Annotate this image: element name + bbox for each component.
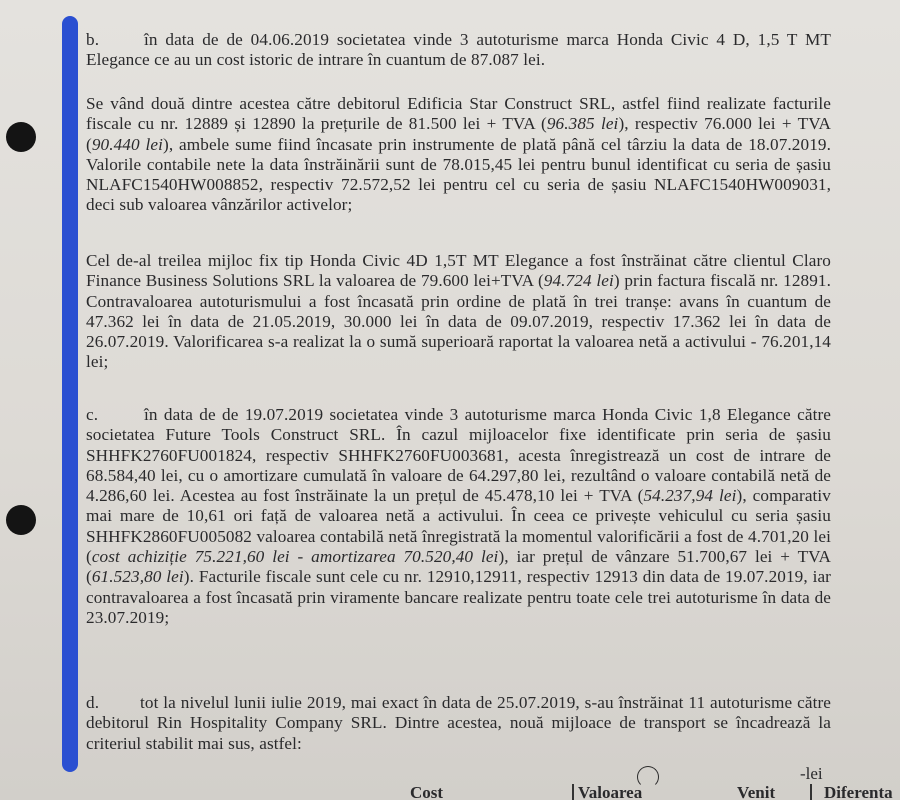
column-header-venit: Venit bbox=[737, 784, 776, 800]
section-c-paragraph bbox=[86, 405, 831, 628]
amount-with-vat: 94.724 lei bbox=[543, 271, 614, 291]
column-header-valoarea: Valoarea bbox=[578, 784, 643, 800]
table-header-row bbox=[0, 784, 900, 800]
punch-hole bbox=[6, 505, 36, 535]
section-b-intro bbox=[86, 30, 831, 71]
paragraph-text: ), iar prețul de vânzare 51.700,67 lei + TVA ( bbox=[86, 547, 831, 587]
section-marker: c. bbox=[86, 405, 99, 424]
amount-with-vat: 54.237,94 lei bbox=[643, 486, 737, 506]
section-marker: d. bbox=[86, 693, 100, 712]
paragraph-text: ), comparativ mai mare de 10,61 ori față de valoarea netă a activului. În ceea ce privește vehiculul cu seria șasiu SHHFK2860FU005082 valoarea contabilă netă înregistrată la momentul valorificării a fost de 4.701,20 lei ( bbox=[86, 486, 831, 567]
paragraph-text: ). Facturile fiscale sunt cele cu nr. 12910,12911, respectiv 12913 din data de 19.07.2019, iar contravaloarea a fost încasată prin viramente bancare realizate pentru toate cele trei autoturisme în data de 23.07.2019; bbox=[86, 567, 831, 627]
section-b-paragraph-2 bbox=[86, 251, 831, 373]
amount-with-vat: 96.385 lei bbox=[546, 114, 619, 134]
amount-with-vat: 90.440 lei bbox=[91, 134, 163, 154]
paragraph-text: ), respectiv 76.000 lei + TVA ( bbox=[86, 114, 832, 154]
paragraph-text: Se vând două dintre acestea către debitorul Edificia Star Construct SRL, astfel fiind realizate facturile fiscale cu nr. 12889 și 12890 la prețurile de 81.500 lei + TVA ( bbox=[86, 94, 831, 134]
column-header-diferenta: Diferenta bbox=[824, 784, 893, 800]
paragraph-text: ), ambele sume fiind încasate prin instrumente de plată până cel târziu la data de 18.07.2019. Valorile contabile nete la data înstrăinării sunt de 78.015,45 lei pentru bunul identificat cu seria de șasiu NLAFC1540HW008852, respectiv 72.572,52 lei pentru cel cu seria de șasiu NLAFC1540HW009031, deci sub valoarea vânzărilor activelor; bbox=[86, 134, 831, 215]
paragraph-text: tot la nivelul lunii iulie 2019, mai exact în data de 25.07.2019, s-au înstrăinat 11 autoturisme către debitorul Rin Hospitality Company SRL. Dintre acestea, nouă mijloace de transport se încadrează la criteriul stabilit mai sus, astfel: bbox=[86, 693, 831, 753]
paragraph-text: ) prin factura fiscală nr. 12891. Contravaloarea autoturismului a fost încasată prin ordine de plată în trei tranșe: avans în cuantum de 47.362 lei în data de 21.05.2019, 30.000 lei în data de 09.07.2019, respectiv 17.362 lei în data de 26.07.2019. Valorificarea s-a realizat la o sumă superioară raportat la valoarea netă a activului - 76.201,14 lei; bbox=[86, 271, 831, 372]
section-marker: b. bbox=[86, 30, 100, 49]
paragraph-text: în data de de 19.07.2019 societatea vinde 3 autoturisme marca Honda Civic 1,8 Elegance către societatea Future Tools Construct SRL. În cazul mijloacelor fixe identificate prin seria de șasiu SHHFK2760FU001824, respectiv SHHFK2760FU003681, acesta înregistrează un cost de intrare de 68.584,40 lei, cu o amortizare cumulată în valoare de 64.297,80 lei, rezultând o valoare contabilă netă de 4.286,60 lei. Acestea au fost înstrăinate la un prețul de 45.478,10 lei + TVA ( bbox=[86, 405, 831, 506]
column-header-cost: Cost bbox=[410, 784, 444, 800]
amount-with-vat: 61.523,80 lei bbox=[91, 567, 184, 587]
margin-highlight-bar bbox=[62, 16, 78, 772]
paragraph-text: Cel de-al treilea mijloc fix tip Honda Civic 4D 1,5T MT Elegance a fost înstrăinat către clientul Claro Finance Business Solutions SRL la valoarea de 79.600 lei+TVA ( bbox=[86, 251, 831, 291]
cost-breakdown: cost achiziție 75.221,60 lei - amortizarea 70.520,40 lei bbox=[91, 547, 499, 567]
punch-hole bbox=[6, 122, 36, 152]
section-b-paragraph-1 bbox=[86, 94, 831, 216]
paragraph-text: în data de de 04.06.2019 societatea vinde 3 autoturisme marca Honda Civic 4 D, 1,5 T MT Elegance ce au un cost istoric de intrare în cuantum de 87.087 lei. bbox=[86, 30, 831, 70]
table-unit-label: -lei bbox=[800, 764, 823, 783]
section-d-paragraph bbox=[86, 693, 831, 754]
